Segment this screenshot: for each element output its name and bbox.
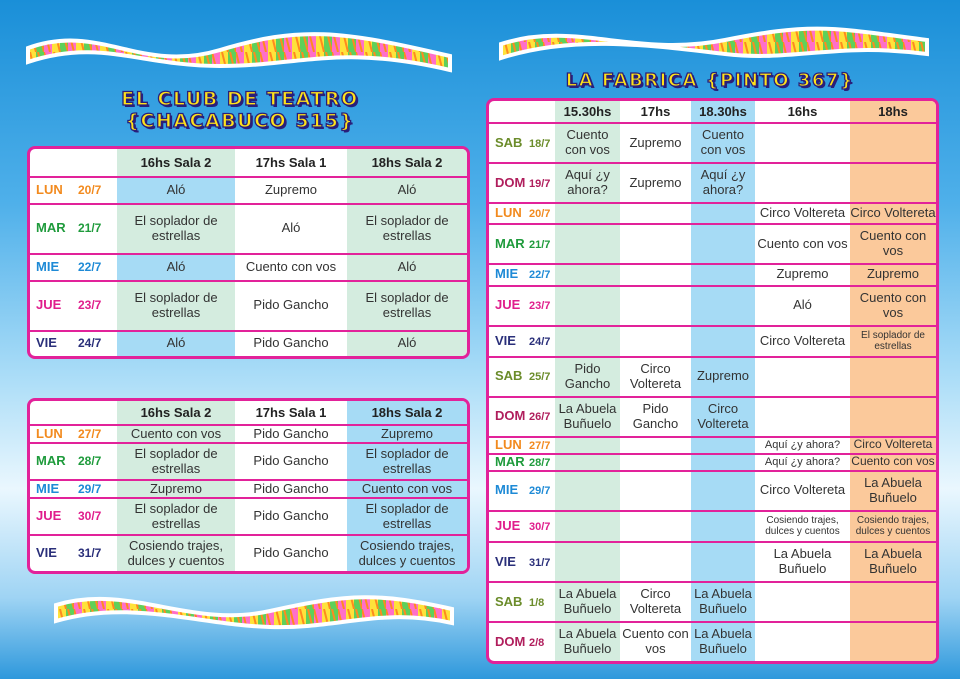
show-cell: Zupremo [117,480,235,498]
show-cell [555,454,620,471]
day-date: 20/7 [78,182,102,197]
show-cell: Zupremo [347,425,467,443]
show-cell: La Abuela Buñuelo [691,582,755,622]
table-row [489,224,936,264]
day-name: LUN [495,205,522,221]
day-name: SAB [495,134,523,150]
show-cell: Aló [347,331,467,356]
table-row [30,254,467,281]
club-week2-table [27,398,470,574]
day-date: 1/8 [529,596,545,609]
day-date: 29/7 [78,481,102,496]
col-header: 17hs [620,101,691,123]
show-cell [691,542,755,582]
day-name: MIE [36,258,60,274]
show-cell: Cuento con vos [691,123,755,163]
day-name: MIE [36,480,60,496]
day-date: 21/7 [78,221,102,236]
table-row [489,582,936,622]
show-cell: El soplador de estrellas [347,281,467,331]
table-row [30,281,467,331]
show-cell: Pido Gancho [235,281,347,331]
day-name: LUN [36,425,63,441]
show-cell [691,511,755,542]
show-cell: La Abuela Buñuelo [555,582,620,622]
table-row [30,535,467,571]
table-row [489,326,936,357]
col-header: 16hs [755,101,850,123]
day-cell [489,286,555,326]
day-cell [489,203,555,224]
table-row [489,357,936,397]
show-cell: La Abuela Buñuelo [555,397,620,437]
day-name: LUN [495,436,522,452]
corner [30,401,117,425]
show-cell [555,326,620,357]
day-name: VIE [495,553,516,569]
show-cell [620,471,691,511]
club-title-line1: EL CLUB DE TEATRO [121,88,359,110]
show-cell: Aló [117,177,235,204]
table-row [30,331,467,356]
show-cell [620,286,691,326]
show-cell: La Abuela Buñuelo [691,622,755,661]
day-date: 22/7 [78,259,102,274]
show-cell: El soplador de estrellas [347,204,467,254]
show-cell [691,286,755,326]
show-cell [850,357,936,397]
show-cell: El soplador de estrellas [347,443,467,480]
day-name: SAB [495,593,523,609]
show-cell [755,123,850,163]
day-date: 29/7 [529,485,551,498]
day-cell [489,542,555,582]
show-cell [691,203,755,224]
day-cell [30,480,117,498]
fabrica-title: LA FABRICA {PINTO 367} [565,70,855,91]
show-cell [620,264,691,285]
show-cell [755,397,850,437]
day-date: 27/7 [78,426,102,441]
show-cell: El soplador de estrellas [117,443,235,480]
day-date: 31/7 [529,556,551,569]
show-cell: Aló [117,254,235,281]
show-cell [691,326,755,357]
day-cell [30,281,117,331]
show-cell: Aló [117,331,235,356]
table-row [489,511,936,542]
club-title [90,88,390,132]
ribbon-top-right [495,18,935,68]
show-cell: Cosiendo trajes, dulces y cuentos [755,511,850,542]
day-date: 23/7 [78,298,102,313]
table-row [30,177,467,204]
day-cell [489,123,555,163]
day-date: 28/7 [529,456,551,469]
show-cell: Pido Gancho [235,480,347,498]
day-date: 24/7 [78,336,102,351]
club-title-line2: {CHACABUCO 515} [125,110,355,132]
day-name: JUE [36,508,62,524]
show-cell: Cosiendo trajes, dulces y cuentos [117,535,235,571]
show-cell: El soplador de estrellas [347,498,467,535]
show-cell: El soplador de estrellas [117,281,235,331]
day-name: LUN [36,181,63,197]
show-cell [691,264,755,285]
show-cell [555,224,620,264]
show-cell: Zupremo [620,163,691,203]
table-row [489,203,936,224]
day-date: 18/7 [529,137,551,150]
show-cell: Cuento con vos [555,123,620,163]
day-date: 28/7 [78,454,102,469]
day-name: JUE [36,297,62,313]
show-cell [620,511,691,542]
show-cell: Pido Gancho [235,443,347,480]
ribbon-bottom-left [50,585,460,645]
day-cell [489,397,555,437]
show-cell [555,203,620,224]
day-date: 27/7 [529,439,551,452]
show-cell: Aquí ¿y ahora? [755,454,850,471]
day-name: DOM [495,408,526,424]
day-cell [489,264,555,285]
show-cell: Circo Voltereta [755,471,850,511]
show-cell: Aló [347,177,467,204]
day-date: 25/7 [529,371,551,384]
show-cell [620,454,691,471]
show-cell [620,437,691,454]
show-cell [850,622,936,661]
day-name: JUE [495,517,521,533]
day-name: VIE [36,545,57,561]
show-cell [755,582,850,622]
show-cell: Aquí ¿y ahora? [691,163,755,203]
table-row [30,443,467,480]
col-header: 18hs Sala 2 [347,149,467,177]
show-cell: Circo Voltereta [691,397,755,437]
show-cell: Cuento con vos [622,626,689,657]
show-cell: Cuento con vos [755,224,850,264]
day-cell [30,204,117,254]
day-cell [489,582,555,622]
day-date: 20/7 [529,208,551,221]
day-cell [30,443,117,480]
day-name: MAR [495,235,525,251]
day-cell [30,498,117,535]
col-header: 15.30hs [555,101,620,123]
table-row [489,397,936,437]
show-cell: Pido Gancho [235,425,347,443]
show-cell [555,437,620,454]
show-cell [755,622,850,661]
show-cell: El soplador de estrellas [850,326,936,357]
show-cell: Pido Gancho [235,498,347,535]
day-cell [489,163,555,203]
table-row [489,437,936,454]
show-cell [691,454,755,471]
show-cell [620,224,691,264]
table-row [30,480,467,498]
show-cell: Pido Gancho [620,397,691,437]
show-cell [755,163,850,203]
fabrica-table [486,98,939,664]
show-cell: La Abuela Buñuelo [850,542,936,582]
col-header: 18.30hs [691,101,755,123]
show-cell: Pido Gancho [253,545,329,561]
show-cell: Aló [347,254,467,281]
table-row [489,454,936,471]
show-cell [755,357,850,397]
day-date: 30/7 [78,509,102,524]
day-cell [489,511,555,542]
day-cell [30,177,117,204]
day-cell [489,357,555,397]
show-cell: Zupremo [691,357,755,397]
show-cell: Circo Voltereta [620,357,691,397]
table-row [489,622,936,661]
show-cell: Cuento con vos [850,454,936,471]
show-cell: El soplador de estrellas [117,498,235,535]
day-date: 22/7 [529,269,551,282]
show-cell: Circo Voltereta [850,437,936,454]
day-name: VIE [495,332,516,348]
show-cell: Pido Gancho [253,335,329,351]
show-cell: Circo Voltereta [850,203,936,224]
day-name: DOM [495,633,526,649]
show-cell: Zupremo [620,123,691,163]
day-name: MAR [36,220,66,236]
show-cell: La Abuela Buñuelo [850,471,936,511]
show-cell: Zupremo [235,177,347,204]
day-date: 26/7 [529,411,551,424]
day-cell [30,331,117,356]
day-cell [489,224,555,264]
show-cell [850,163,936,203]
day-name: SAB [495,368,523,384]
day-cell [30,425,117,443]
show-cell: Aquí ¿y ahora? [555,163,620,203]
table-row [489,264,936,285]
day-date: 19/7 [529,177,551,190]
show-cell: Circo Voltereta [755,203,850,224]
day-cell [489,471,555,511]
show-cell [555,471,620,511]
table-row [30,425,467,443]
day-date: 23/7 [529,300,551,313]
ribbon-top-left [20,28,460,88]
table-row [489,542,936,582]
col-header: 16hs Sala 2 [117,401,235,425]
show-cell [691,437,755,454]
day-date: 2/8 [529,636,545,649]
corner [489,101,555,123]
day-cell [489,326,555,357]
show-cell [555,542,620,582]
show-cell [555,286,620,326]
show-cell [850,397,936,437]
col-header: 17hs Sala 1 [235,401,347,425]
show-cell [620,203,691,224]
show-cell: Cuento con vos [347,480,467,498]
day-cell [30,535,117,571]
show-cell: Circo Voltereta [755,326,850,357]
show-cell: La Abuela Buñuelo [555,622,620,661]
corner [30,149,117,177]
show-cell [620,326,691,357]
table-row [30,204,467,254]
table-row [489,123,936,163]
day-name: MIE [495,482,519,498]
show-cell [850,582,936,622]
show-cell [555,264,620,285]
day-date: 24/7 [529,335,551,348]
show-cell [850,123,936,163]
day-name: MIE [495,266,519,282]
day-cell [489,454,555,471]
day-cell [30,254,117,281]
day-name: JUE [495,297,521,313]
show-cell: Cuento con vos [850,224,936,264]
day-name: MAR [495,453,525,469]
club-week1-table [27,146,470,359]
show-cell [620,542,691,582]
show-cell: Cuento con vos [235,254,347,281]
day-name: VIE [36,335,57,351]
show-cell: La Abuela Buñuelo [755,542,850,582]
day-cell [489,437,555,454]
day-name: DOM [495,174,526,190]
col-header: 18hs Sala 2 [347,401,467,425]
show-cell [691,471,755,511]
show-cell: Aquí ¿y ahora? [755,437,850,454]
table-row [489,286,936,326]
col-header: 17hs Sala 1 [235,149,347,177]
day-date: 21/7 [529,238,551,251]
show-cell: Circo Voltereta [620,582,691,622]
show-cell [691,224,755,264]
col-header: 18hs [850,101,936,123]
show-cell: Zupremo [755,264,850,285]
col-header: 16hs Sala 2 [117,149,235,177]
show-cell: Cosiendo trajes, dulces y cuentos [347,535,467,571]
table-row [30,498,467,535]
day-date: 30/7 [529,520,551,533]
show-cell: Aló [755,286,850,326]
day-cell [489,622,555,661]
table-row [489,471,936,511]
show-cell: Pido Gancho [555,357,620,397]
show-cell: Aló [235,204,347,254]
day-name: MAR [36,453,66,469]
day-date: 31/7 [78,546,102,561]
show-cell [555,511,620,542]
show-cell: Cuento con vos [850,286,936,326]
show-cell: Cosiendo trajes, dulces y cuentos [850,511,936,542]
show-cell: Zupremo [850,264,936,285]
table-row [489,163,936,203]
show-cell: El soplador de estrellas [117,204,235,254]
show-cell: Cuento con vos [117,425,235,443]
